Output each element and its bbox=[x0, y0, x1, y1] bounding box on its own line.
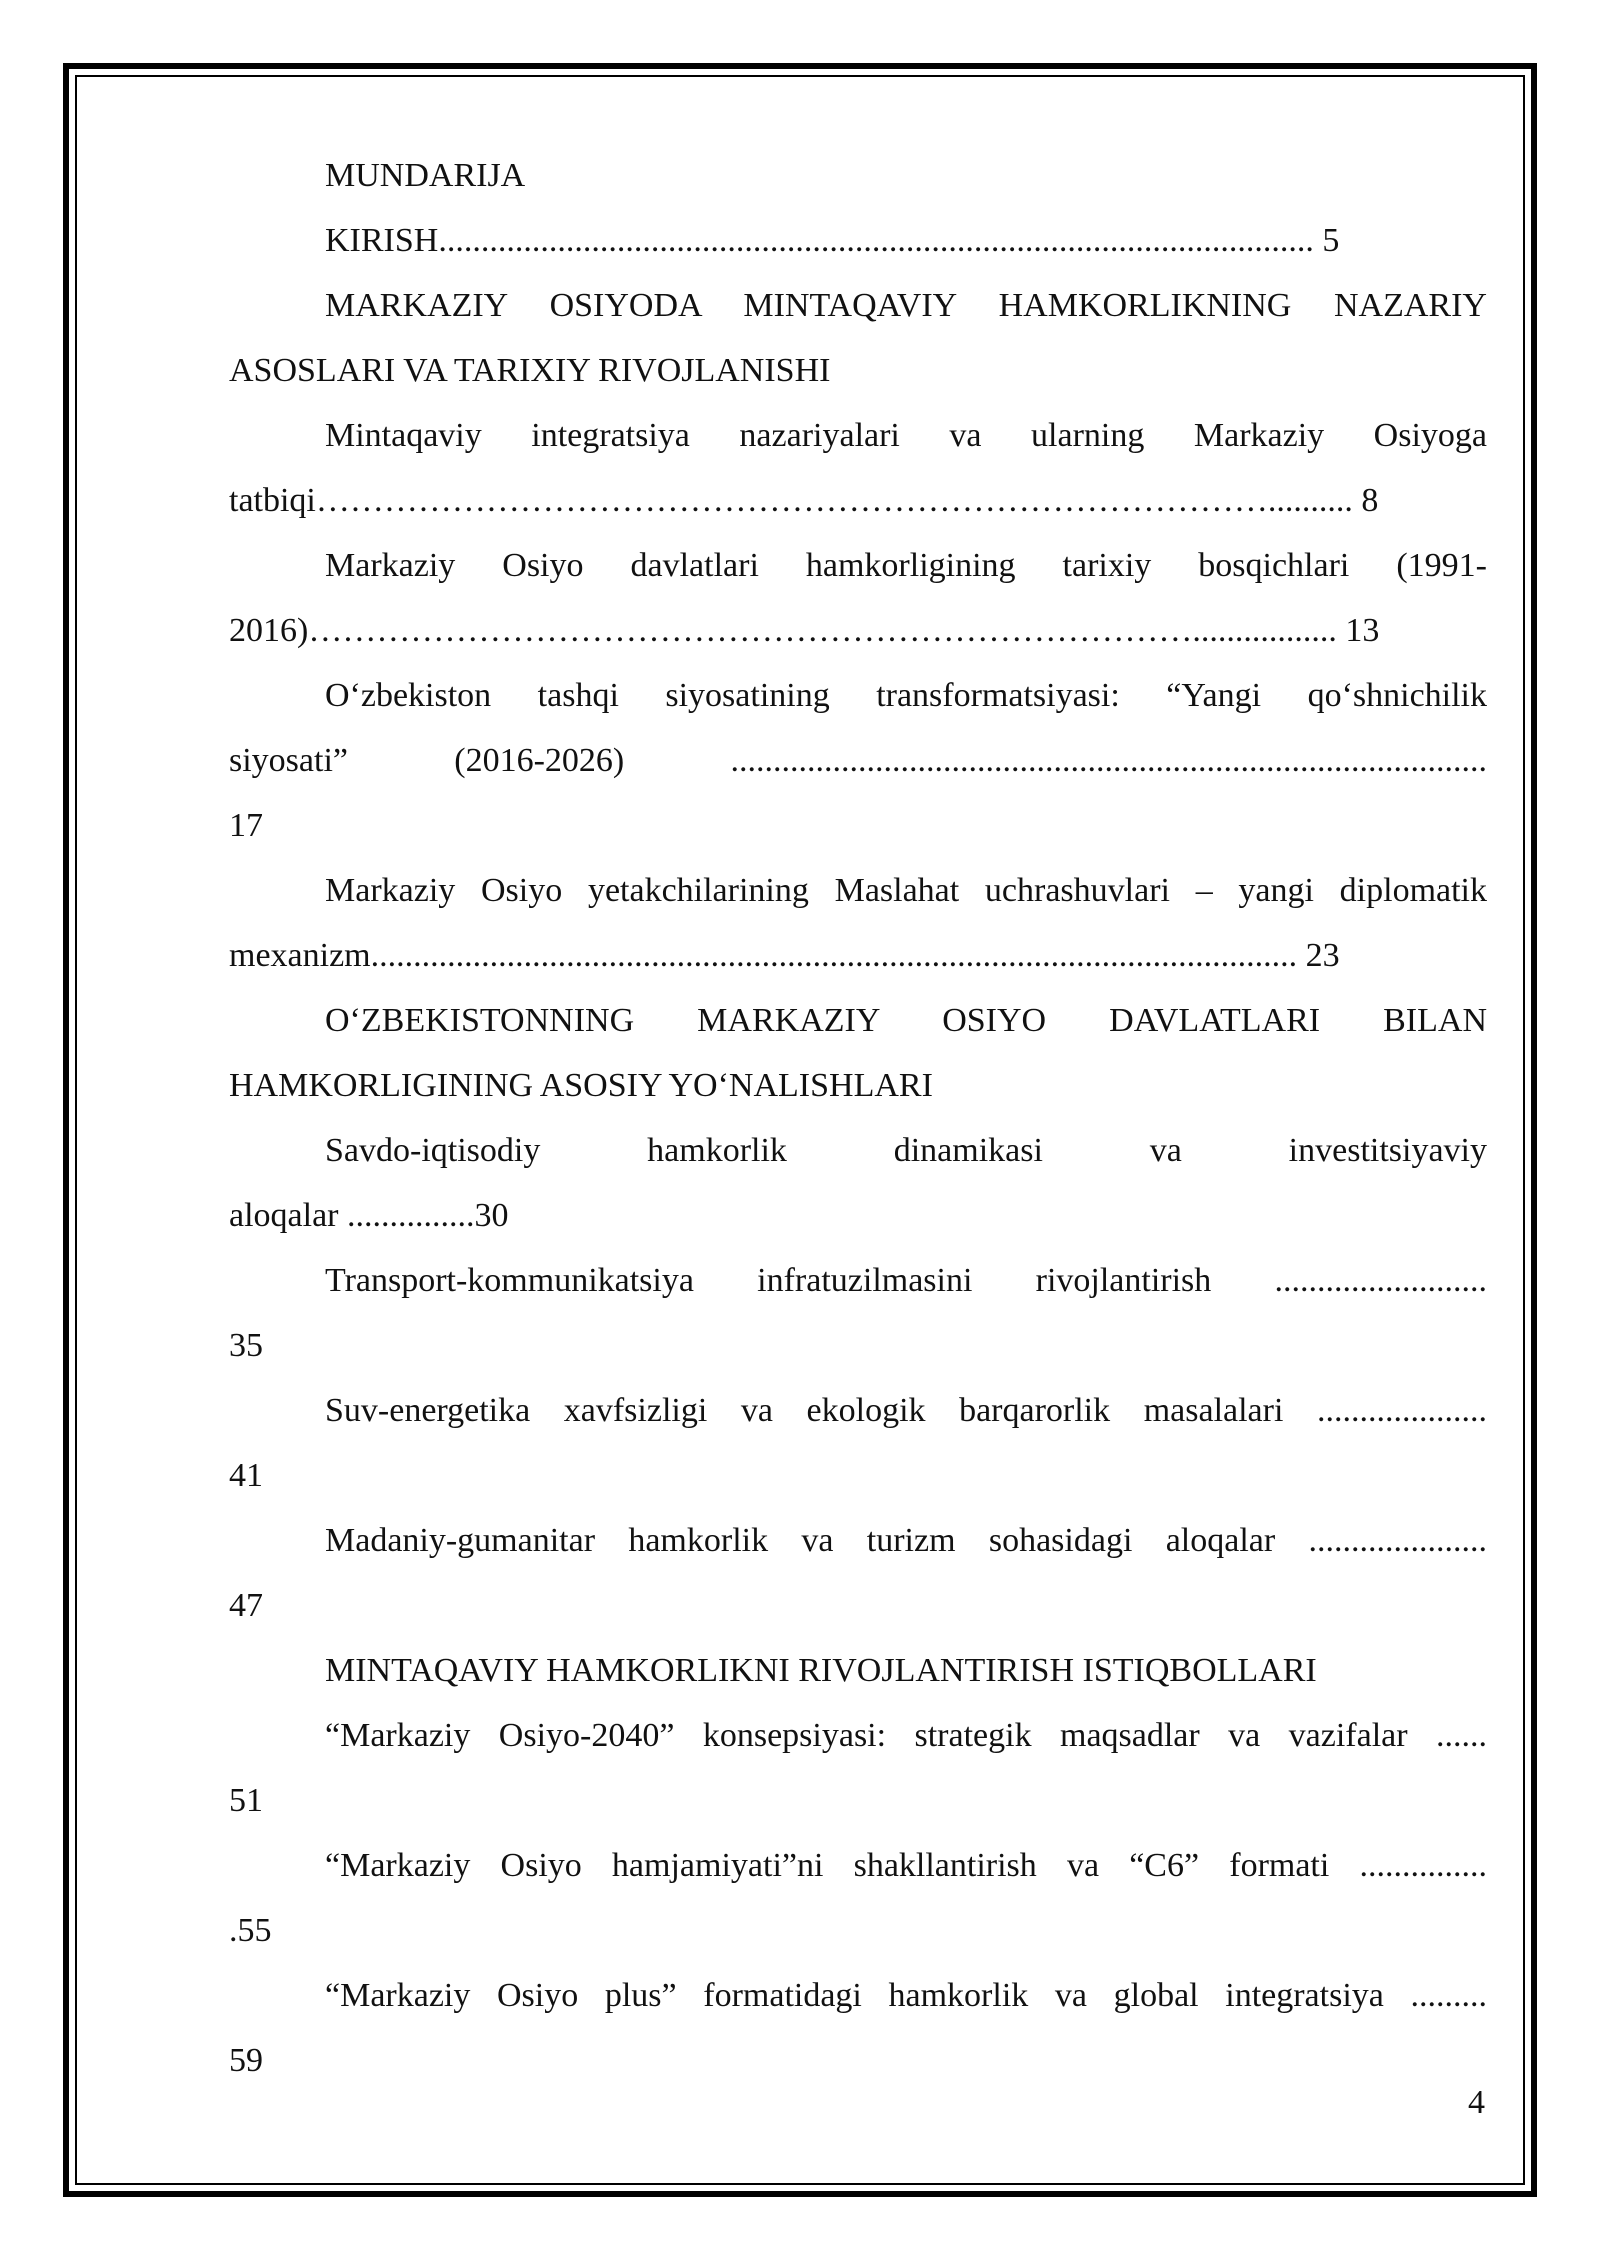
toc-entry-line[interactable]: Madaniy-gumanitar hamkorlik va turizm sohasidagi aloqalar ..................... bbox=[325, 1522, 1487, 1559]
toc-entry bbox=[229, 1833, 1487, 1963]
toc-entry-line[interactable]: HAMKORLIGINING ASOSIY YO‘NALISHLARI bbox=[229, 1067, 933, 1104]
toc-entry-line[interactable]: MARKAZIY OSIYODA MINTAQAVIY HAMKORLIKNING NAZARIY bbox=[325, 287, 1487, 324]
toc-entry-line[interactable]: 2016)……………………………………………………………………................. 13 bbox=[229, 612, 1380, 649]
toc-entry bbox=[229, 858, 1487, 988]
toc-entry-line[interactable]: Savdo-iqtisodiy hamkorlik dinamikasi va investitsiyaviy bbox=[325, 1132, 1487, 1169]
toc-entry-line[interactable]: “Markaziy Osiyo hamjamiyati”ni shakllantirish va “C6” formati ............... bbox=[325, 1847, 1487, 1884]
toc-entry-line[interactable]: 35 bbox=[229, 1327, 263, 1364]
toc-entry bbox=[229, 663, 1487, 858]
toc-entry bbox=[229, 1378, 1487, 1508]
toc-title: MUNDARIJA bbox=[325, 157, 526, 194]
toc-entry-line[interactable]: “Markaziy Osiyo plus” formatidagi hamkorlik va global integratsiya ......... bbox=[325, 1977, 1487, 2014]
toc-entry-line[interactable]: 59 bbox=[229, 2042, 263, 2079]
toc-entry-line[interactable]: aloqalar ...............30 bbox=[229, 1197, 509, 1234]
toc-entry bbox=[229, 1638, 1487, 1703]
toc-entry bbox=[229, 1703, 1487, 1833]
toc-entry-line[interactable]: ASOSLARI VA TARIXIY RIVOJLANISHI bbox=[229, 352, 831, 389]
toc-entry-line[interactable]: Markaziy Osiyo yetakchilarining Maslahat uchrashuvlari – yangi diplomatik bbox=[325, 872, 1487, 909]
toc-entry-line[interactable]: tatbiqi………………………………………………………………………….......... 8 bbox=[229, 482, 1379, 519]
toc-entry bbox=[229, 533, 1487, 663]
toc-entry-line[interactable]: 51 bbox=[229, 1782, 263, 1819]
toc-entry bbox=[229, 1118, 1487, 1248]
toc-entry-line[interactable]: Suv-energetika xavfsizligi va ekologik barqarorlik masalalari .................... bbox=[325, 1392, 1487, 1429]
toc-entry bbox=[229, 403, 1487, 533]
toc-entry-line[interactable]: KIRISH....................................................................................................... 5 bbox=[325, 222, 1340, 259]
page-number: 4 bbox=[1468, 2084, 1485, 2121]
toc-entry-line[interactable]: MINTAQAVIY HAMKORLIKNI RIVOJLANTIRISH ISTIQBOLLARI bbox=[325, 1652, 1317, 1689]
toc-entry-line[interactable]: siyosati” (2016-2026) ......................................................................................... bbox=[229, 742, 1487, 779]
toc-entry-line[interactable]: 17 bbox=[229, 807, 263, 844]
toc-entry-line[interactable]: Transport-kommunikatsiya infratuzilmasini rivojlantirish ......................... bbox=[325, 1262, 1487, 1299]
toc-entry bbox=[229, 273, 1487, 403]
toc-entry bbox=[229, 208, 1487, 273]
toc-entry-line[interactable]: Markaziy Osiyo davlatlari hamkorligining tarixiy bosqichlari (1991- bbox=[325, 547, 1487, 584]
toc-entry-line[interactable]: 41 bbox=[229, 1457, 263, 1494]
toc-entry-line[interactable]: “Markaziy Osiyo-2040” konsepsiyasi: strategik maqsadlar va vazifalar ...... bbox=[325, 1717, 1487, 1754]
toc-entry bbox=[229, 1248, 1487, 1378]
toc-entry bbox=[229, 1963, 1487, 2093]
table-of-contents bbox=[229, 143, 1487, 2093]
toc-entry-line[interactable]: O‘ZBEKISTONNING MARKAZIY OSIYO DAVLATLARI BILAN bbox=[325, 1002, 1487, 1039]
toc-list bbox=[229, 208, 1487, 2093]
toc-entry-line[interactable]: .55 bbox=[229, 1912, 272, 1949]
toc-entry-line[interactable]: Mintaqaviy integratsiya nazariyalari va ularning Markaziy Osiyoga bbox=[325, 417, 1487, 454]
toc-entry bbox=[229, 988, 1487, 1118]
toc-entry-line[interactable]: mexanizm............................................................................................................. 23 bbox=[229, 937, 1340, 974]
toc-entry-line[interactable]: 47 bbox=[229, 1587, 263, 1624]
toc-entry-line[interactable]: O‘zbekiston tashqi siyosatining transformatsiyasi: “Yangi qo‘shnichilik bbox=[325, 677, 1487, 714]
toc-entry bbox=[229, 1508, 1487, 1638]
